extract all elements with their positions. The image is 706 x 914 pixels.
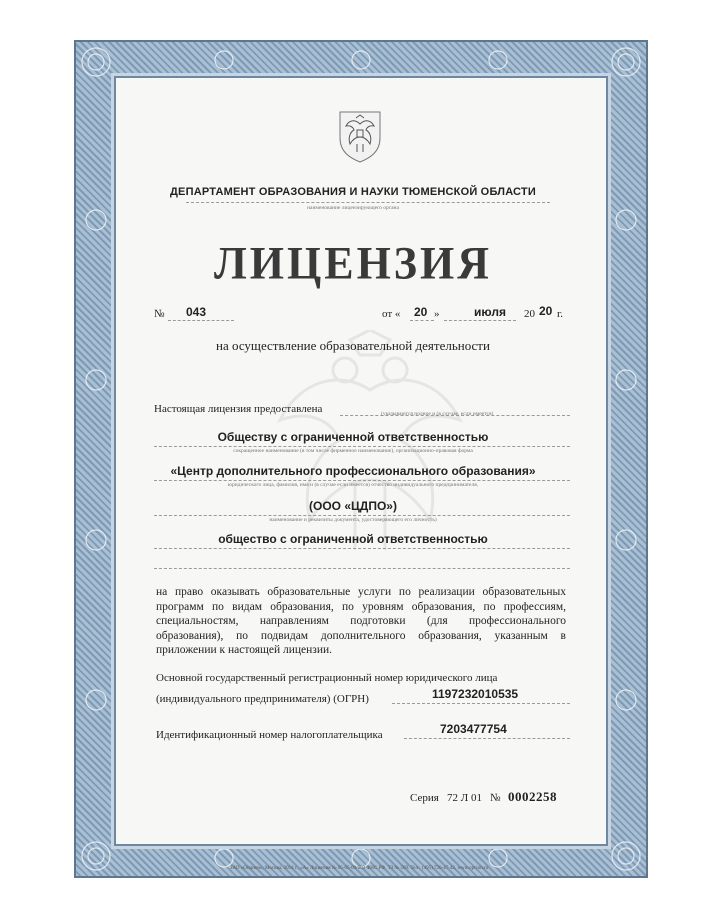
year-suffix: г. <box>557 308 564 320</box>
rights-line: образования), по подвидам дополнительного образования, указанным в <box>156 629 566 642</box>
org-name-line: «Центр дополнительного профессионального образования» <box>170 464 536 478</box>
rights-text <box>156 585 566 658</box>
date-year: 20 <box>539 304 553 318</box>
org-form-plain: общество с ограниченной ответственностью <box>218 532 488 546</box>
number-label: № <box>154 308 165 320</box>
rights-line: на право оказывать образовательные услуги по реализации образовательных <box>156 586 566 598</box>
org-short-rule <box>154 515 570 516</box>
serial-number: 0002258 <box>508 789 557 804</box>
org-short-name: (ООО «ЦДПО») <box>309 499 397 513</box>
inn-rule <box>404 738 570 739</box>
series-value: 72 Л 01 <box>447 792 482 804</box>
russian-coat-of-arms-icon <box>336 108 384 164</box>
date-prefix: от « <box>382 308 401 320</box>
caption-id-document: наименование и реквизиты документа, удостоверяющего его личность) <box>269 517 437 523</box>
caption-short-name: сокращенное наименование (в том числе фирменное наименование), организационно-правовая форма <box>233 448 473 454</box>
ogrn-label-1: Основной государственный регистрационный номер юридического лица <box>156 672 498 684</box>
org-form-plain-rule <box>154 548 570 549</box>
date-day-close: » <box>434 308 440 320</box>
org-name-rule <box>154 480 570 481</box>
authority-name: ДЕПАРТАМЕНТ ОБРАЗОВАНИЯ И НАУКИ ТЮМЕНСКОЙ ОБЛАСТИ <box>170 186 536 198</box>
inn-value: 7203477754 <box>440 722 507 736</box>
activity-line: на осуществление образовательной деятельности <box>216 338 490 353</box>
day-rule <box>410 320 434 321</box>
rights-line: приложении к настоящей лицензии. <box>156 644 333 657</box>
rights-line: программ по видам образования, по уровням образования, по профессиям, <box>156 600 566 613</box>
document-title: ЛИЦЕНЗИЯ <box>213 237 493 290</box>
ogrn-rule <box>392 703 570 704</box>
serial-label: № <box>490 792 501 804</box>
org-form-line: Обществу с ограниченной ответственностью <box>217 430 489 444</box>
ogrn-value: 1197232010535 <box>432 687 519 701</box>
rights-line: специальностям, направлениям подготовки (для профессионального <box>156 615 566 628</box>
caption-full-name: (указываются полное и (в случае, если имеется) <box>381 411 494 417</box>
ogrn-label-2: (индивидуального предпринимателя) (ОГРН) <box>156 693 369 705</box>
printer-info: ЗАО «Опцион», Москва, 2014 г., «А» Лицензия № 05-05-09/003 ФНС РФ, ТЗ № 569. Тел.: (495) 726-47-42, www.opcion.ru <box>230 866 489 871</box>
authority-rule <box>186 202 550 203</box>
inn-label: Идентификационный номер налогоплательщика <box>156 729 383 741</box>
org-form-rule <box>154 446 570 447</box>
caption-entrepreneur: юридического лица, фамилия, имя и (в случае если имеется) отчество индивидуального предпринимателя, <box>227 482 479 488</box>
year-prefix: 20 <box>524 308 535 320</box>
license-number: 043 <box>186 305 207 319</box>
month-rule <box>444 320 516 321</box>
granted-label: Настоящая лицензия предоставлена <box>154 403 323 415</box>
authority-caption: наименование лицензирующего органа <box>307 205 399 211</box>
date-month: июля <box>474 305 506 319</box>
series-label: Серия <box>410 792 439 804</box>
number-rule <box>168 320 234 321</box>
blank-rule <box>154 568 570 569</box>
date-day: 20 <box>414 305 428 319</box>
